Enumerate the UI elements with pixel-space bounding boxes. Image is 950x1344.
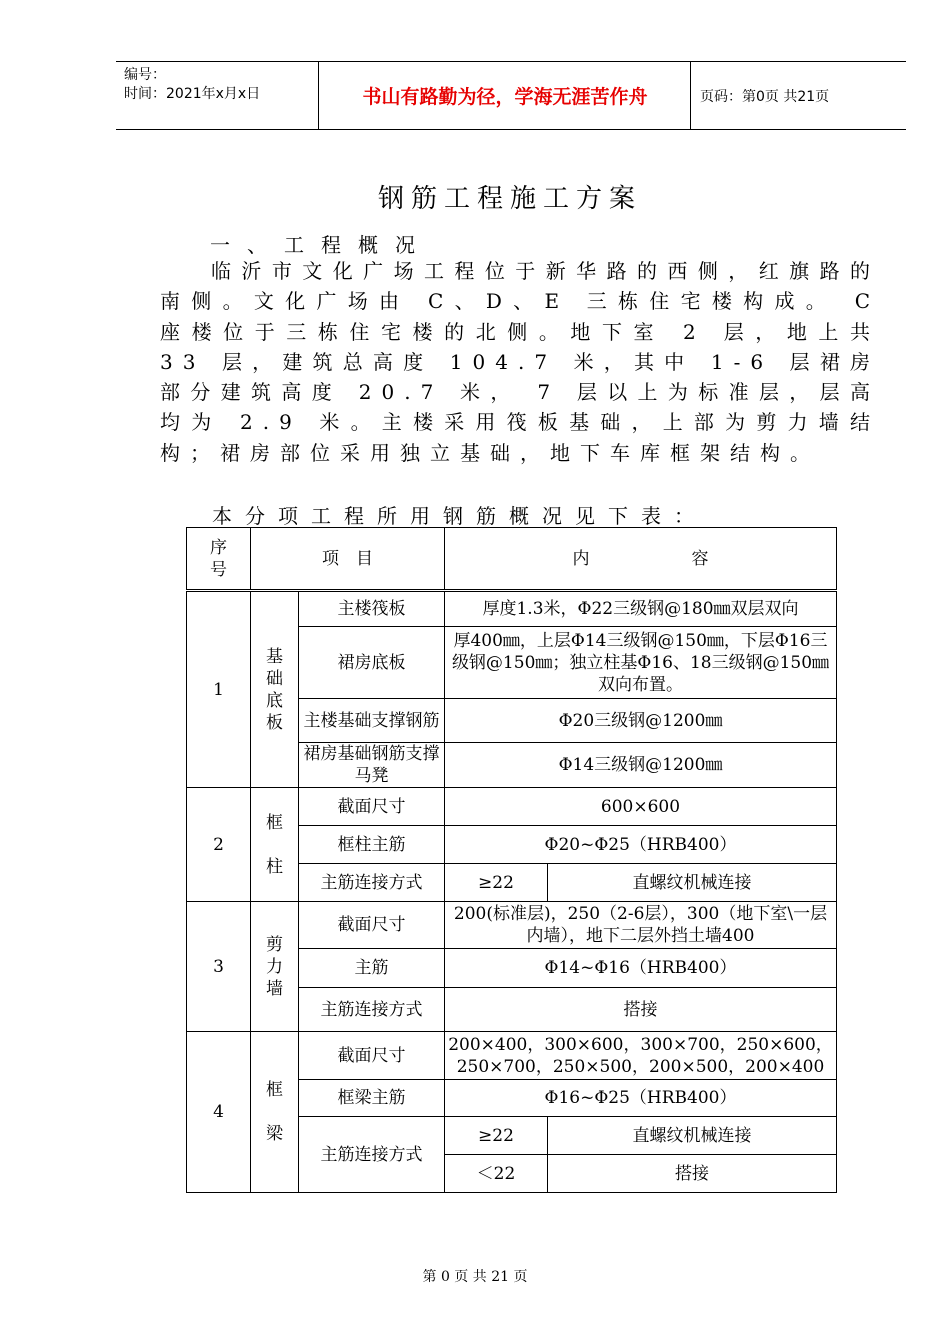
item-cell: 主筋 [299, 949, 445, 988]
method-cell: 直螺纹机械连接 [548, 864, 837, 902]
table-row [187, 788, 837, 826]
item-cell: 框柱主筋 [299, 826, 445, 864]
item-cell: 主筋连接方式 [299, 864, 445, 902]
content-cell: 200×400，300×600，300×700，250×600，250×700，250×500，200×500，200×400 [445, 1032, 837, 1080]
category-cell: 框梁 [251, 1032, 299, 1193]
table-row [187, 591, 837, 627]
table-row [187, 1032, 837, 1080]
time-label: 时间：2021年x月x日 [124, 86, 261, 102]
overview-paragraph: 临沂市文化广场工程位于新华路的西侧，红旗路的南侧。文化广场由 C、D、E 三栋住宅楼构成。 C 座楼位于三栋住宅楼的北侧。地下室 2 层，地上共 33 层，建筑总高度 104.7 米，其中 1-6 层裙房部分建筑高度 20.7 米， 7 层以上为标准层，层高均为 2.9 米。主楼采用筏板基础，上部为剪力墙结构；裙房部位采用独立基础，地下车库框架结构。 [160, 259, 880, 465]
condition-cell: ≥22 [445, 1117, 548, 1155]
content-cell: Φ20三级钢@1200㎜ [445, 699, 837, 743]
item-cell: 主楼筏板 [299, 591, 445, 627]
item-cell: 主楼基础支撑钢筋 [299, 699, 445, 743]
content-cell: 200(标准层)，250（2-6层），300（地下室\一层内墙），地下二层外挡土墙400 [445, 902, 837, 949]
page-footer: 第 0 页 共 21 页 [422, 1269, 528, 1285]
seq-cell: 3 [187, 902, 251, 1032]
item-cell: 主筋连接方式 [299, 1117, 445, 1193]
header-item: 项 目 [251, 528, 445, 591]
item-cell: 主筋连接方式 [299, 988, 445, 1032]
seq-cell: 2 [187, 788, 251, 902]
header-seq: 序号 [187, 528, 251, 591]
header-motto: 书山有路勤为径，学海无涯苦作舟 [362, 86, 648, 108]
item-cell: 截面尺寸 [299, 902, 445, 949]
page-header [116, 61, 906, 130]
header-content: 内 容 [445, 528, 837, 591]
document-title: 钢筋工程施工方案 [377, 184, 642, 214]
category-cell: 剪力墙 [251, 902, 299, 1032]
header-divider [690, 62, 691, 129]
content-cell: Φ14三级钢@1200㎜ [445, 743, 837, 788]
item-cell: 框梁主筋 [299, 1080, 445, 1117]
condition-cell: ≥22 [445, 864, 548, 902]
section-heading: 一、工程概况 [210, 233, 432, 257]
content-cell: 600×600 [445, 788, 837, 826]
condition-cell: ＜22 [445, 1155, 548, 1193]
seq-cell: 1 [187, 591, 251, 788]
header-page-info: 页码：第0页 共21页 [700, 88, 830, 105]
table-intro: 本分项工程所用钢筋概况见下表： [212, 504, 707, 528]
content-cell: Φ16~Φ25（HRB400） [445, 1080, 837, 1117]
content-cell: 厚400㎜，上层Φ14三级钢@150㎜，下层Φ16三级钢@150㎜；独立柱基Φ16、18三级钢@150㎜双向布置。 [445, 627, 837, 699]
content-cell: 搭接 [445, 988, 837, 1032]
rebar-spec-table [186, 527, 837, 1193]
header-meta [124, 66, 260, 104]
table-header-row [187, 528, 837, 591]
category-cell: 框柱 [251, 788, 299, 902]
item-cell: 裙房基础钢筋支撑马凳 [299, 743, 445, 788]
content-cell: Φ14~Φ16（HRB400） [445, 949, 837, 988]
method-cell: 搭接 [548, 1155, 837, 1193]
serial-label: 编号： [124, 67, 166, 83]
category-cell: 基础底板 [251, 591, 299, 788]
item-cell: 截面尺寸 [299, 1032, 445, 1080]
table-row [187, 902, 837, 949]
seq-cell: 4 [187, 1032, 251, 1193]
content-cell: Φ20~Φ25（HRB400） [445, 826, 837, 864]
item-cell: 截面尺寸 [299, 788, 445, 826]
item-cell: 裙房底板 [299, 627, 445, 699]
method-cell: 直螺纹机械连接 [548, 1117, 837, 1155]
content-cell: 厚度1.3米，Φ22三级钢@180㎜双层双向 [445, 591, 837, 627]
